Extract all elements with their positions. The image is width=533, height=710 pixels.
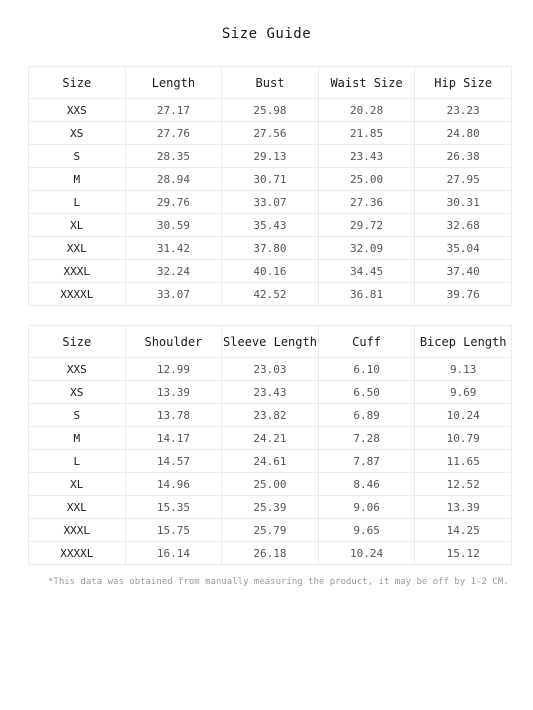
- column-header-shoulder: Shoulder: [125, 326, 222, 358]
- measurement-cell: 33.07: [125, 283, 222, 306]
- column-header-sleeve-length: Sleeve Length: [222, 326, 319, 358]
- measurement-cell: 13.39: [125, 381, 222, 404]
- measurement-cell: 12.99: [125, 358, 222, 381]
- measurement-cell: 25.98: [222, 99, 319, 122]
- table-body: [29, 358, 512, 565]
- measurement-cell: 25.00: [222, 473, 319, 496]
- measurement-cell: 15.12: [415, 542, 512, 565]
- size-label-cell: XS: [29, 381, 126, 404]
- measurement-cell: 9.06: [318, 496, 415, 519]
- table-row: [29, 381, 512, 404]
- measurement-cell: 20.28: [318, 99, 415, 122]
- measurement-cell: 32.24: [125, 260, 222, 283]
- measurement-cell: 37.80: [222, 237, 319, 260]
- column-header-bicep-length: Bicep Length: [415, 326, 512, 358]
- table-row: [29, 450, 512, 473]
- measurement-cell: 10.24: [415, 404, 512, 427]
- measurement-cell: 30.59: [125, 214, 222, 237]
- size-label-cell: XXXXL: [29, 283, 126, 306]
- measurement-cell: 15.35: [125, 496, 222, 519]
- size-label-cell: XXXL: [29, 519, 126, 542]
- measurement-cell: 27.17: [125, 99, 222, 122]
- measurement-cell: 42.52: [222, 283, 319, 306]
- measurement-cell: 32.09: [318, 237, 415, 260]
- measurement-cell: 27.76: [125, 122, 222, 145]
- measurement-cell: 28.94: [125, 168, 222, 191]
- measurement-cell: 7.28: [318, 427, 415, 450]
- size-label-cell: XXL: [29, 496, 126, 519]
- table-row: [29, 122, 512, 145]
- size-label-cell: XXS: [29, 99, 126, 122]
- size-label-cell: M: [29, 427, 126, 450]
- measurement-cell: 24.80: [415, 122, 512, 145]
- measurement-cell: 23.82: [222, 404, 319, 427]
- table-header-row: [29, 326, 512, 358]
- size-label-cell: XL: [29, 473, 126, 496]
- table-row: [29, 168, 512, 191]
- column-header-waist-size: Waist Size: [318, 67, 415, 99]
- size-label-cell: S: [29, 404, 126, 427]
- column-header-length: Length: [125, 67, 222, 99]
- measurement-cell: 14.96: [125, 473, 222, 496]
- measurement-cell: 21.85: [318, 122, 415, 145]
- measurement-cell: 28.35: [125, 145, 222, 168]
- measurement-cell: 40.16: [222, 260, 319, 283]
- measurement-cell: 23.23: [415, 99, 512, 122]
- measurement-cell: 29.13: [222, 145, 319, 168]
- measurement-cell: 13.39: [415, 496, 512, 519]
- measurement-cell: 23.43: [318, 145, 415, 168]
- table-row: [29, 283, 512, 306]
- measurement-cell: 14.25: [415, 519, 512, 542]
- measurement-cell: 12.52: [415, 473, 512, 496]
- size-label-cell: M: [29, 168, 126, 191]
- measurement-cell: 10.79: [415, 427, 512, 450]
- measurement-cell: 7.87: [318, 450, 415, 473]
- table-row: [29, 358, 512, 381]
- measurement-cell: 14.17: [125, 427, 222, 450]
- measurement-cell: 26.18: [222, 542, 319, 565]
- measurement-cell: 9.65: [318, 519, 415, 542]
- measurement-cell: 29.76: [125, 191, 222, 214]
- measurement-cell: 24.61: [222, 450, 319, 473]
- table-row: [29, 237, 512, 260]
- measurement-cell: 6.50: [318, 381, 415, 404]
- column-header-hip-size: Hip Size: [415, 67, 512, 99]
- measurement-cell: 35.04: [415, 237, 512, 260]
- measurement-cell: 25.39: [222, 496, 319, 519]
- table-row: [29, 145, 512, 168]
- table-body: [29, 99, 512, 306]
- table-row: [29, 260, 512, 283]
- measurement-cell: 10.24: [318, 542, 415, 565]
- table-row: [29, 542, 512, 565]
- table-row: [29, 519, 512, 542]
- measurement-cell: 29.72: [318, 214, 415, 237]
- measurement-cell: 25.00: [318, 168, 415, 191]
- measurement-cell: 24.21: [222, 427, 319, 450]
- measurement-cell: 30.71: [222, 168, 319, 191]
- table-row: [29, 473, 512, 496]
- measurement-cell: 25.79: [222, 519, 319, 542]
- measurement-cell: 14.57: [125, 450, 222, 473]
- measurement-cell: 8.46: [318, 473, 415, 496]
- size-table-body-measurements: [28, 66, 512, 306]
- measurement-cell: 33.07: [222, 191, 319, 214]
- measurement-cell: 23.03: [222, 358, 319, 381]
- column-header-bust: Bust: [222, 67, 319, 99]
- measurement-cell: 34.45: [318, 260, 415, 283]
- measurement-cell: 6.10: [318, 358, 415, 381]
- measurement-cell: 27.56: [222, 122, 319, 145]
- table-row: [29, 496, 512, 519]
- measurement-cell: 36.81: [318, 283, 415, 306]
- measurement-cell: 16.14: [125, 542, 222, 565]
- table-row: [29, 427, 512, 450]
- measurement-cell: 39.76: [415, 283, 512, 306]
- column-header-cuff: Cuff: [318, 326, 415, 358]
- measurement-cell: 32.68: [415, 214, 512, 237]
- measurement-cell: 27.36: [318, 191, 415, 214]
- measurement-cell: 11.65: [415, 450, 512, 473]
- measurement-cell: 30.31: [415, 191, 512, 214]
- page-title: Size Guide: [221, 26, 312, 42]
- measurement-footnote: *This data was obtained from manually measuring the product, it may be off by 1-2 CM.: [48, 577, 509, 587]
- measurement-cell: 15.75: [125, 519, 222, 542]
- size-label-cell: XXXXL: [29, 542, 126, 565]
- size-label-cell: XL: [29, 214, 126, 237]
- measurement-cell: 9.13: [415, 358, 512, 381]
- size-label-cell: XXS: [29, 358, 126, 381]
- size-label-cell: XXL: [29, 237, 126, 260]
- table-row: [29, 214, 512, 237]
- table-header-row: [29, 67, 512, 99]
- column-header-size: Size: [29, 326, 126, 358]
- column-header-size: Size: [29, 67, 126, 99]
- table-row: [29, 191, 512, 214]
- size-label-cell: XS: [29, 122, 126, 145]
- table-row: [29, 99, 512, 122]
- measurement-cell: 6.89: [318, 404, 415, 427]
- measurement-cell: 13.78: [125, 404, 222, 427]
- measurement-cell: 37.40: [415, 260, 512, 283]
- size-label-cell: S: [29, 145, 126, 168]
- measurement-cell: 23.43: [222, 381, 319, 404]
- size-label-cell: L: [29, 450, 126, 473]
- table-row: [29, 404, 512, 427]
- measurement-cell: 35.43: [222, 214, 319, 237]
- measurement-cell: 27.95: [415, 168, 512, 191]
- size-label-cell: XXXL: [29, 260, 126, 283]
- size-table-arm-measurements: [28, 325, 512, 565]
- measurement-cell: 31.42: [125, 237, 222, 260]
- size-label-cell: L: [29, 191, 126, 214]
- measurement-cell: 26.38: [415, 145, 512, 168]
- measurement-cell: 9.69: [415, 381, 512, 404]
